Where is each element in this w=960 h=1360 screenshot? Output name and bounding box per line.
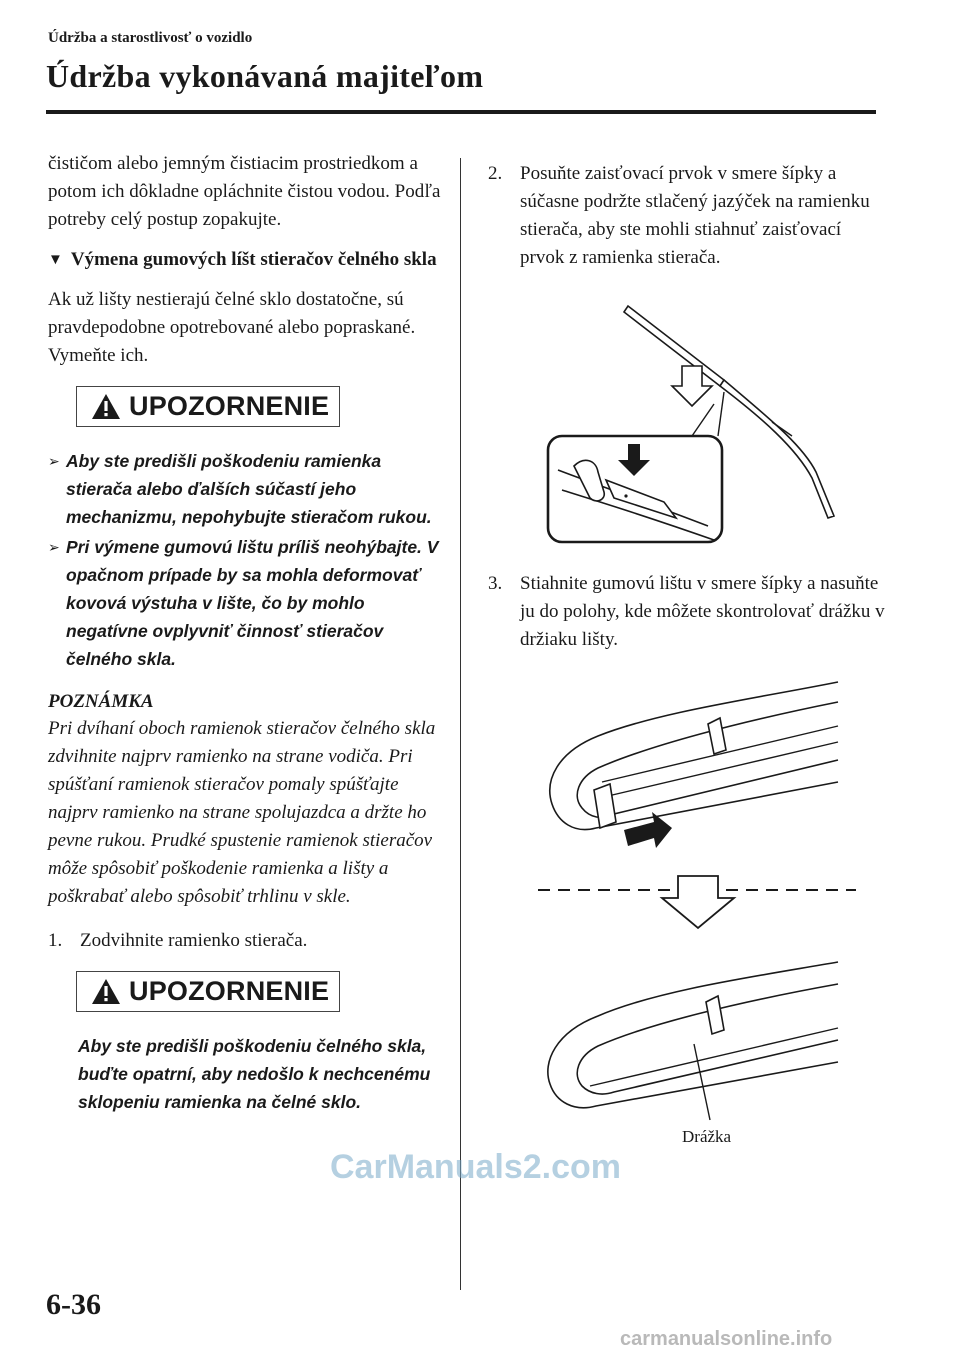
warning-list <box>48 447 443 673</box>
intro-paragraph: čističom alebo jemným čistiacim prostriedkom a potom ich dôkladne opláchnite čistou vodou. Podľa potreby celý postup zopakujte. <box>48 153 441 230</box>
wiper-blade-figure <box>538 672 868 1152</box>
step-number: 2. <box>488 163 503 184</box>
step-1 <box>48 927 443 955</box>
step-text: Posuňte zaisťovací prvok v smere šípky a súčasne podržte stlačený jazýček na ramienku stierača, aby ste mohli stiahnuť zaisťovací prvok z ramienka stierača. <box>520 163 870 268</box>
step-3 <box>488 570 888 654</box>
warning-text: Aby ste predišli poškodeniu čelného skla, buďte opatrní, aby nedošlo k nechcenému sklopeniu ramienka na čelné sklo. <box>78 1036 431 1112</box>
watermark: CarManuals2.com <box>330 1148 621 1186</box>
warning-item-text: Pri výmene gumovú lištu príliš neohýbajte. V opačnom prípade by sa mohla deformovať kovová výstuha v lište, čo by mohlo negatívne ovplyvniť činnosť stieračov čelného skla. <box>66 537 439 669</box>
note-title: POZNÁMKA <box>48 691 154 712</box>
note-text: Pri dvíhaní oboch ramienok stieračov čelného skla zdvihnite najprv ramienko na strane vodiča. Pri spúšťaní ramienok stieračov pomaly spúšťajte najprv ramienko na strane spolujazdca a držte ho pevne rukou. Prudké spustenie ramienok stieračov môže spôsobiť poškodenie ramienka a lišty a poškrabať alebo spôsobiť trhlinu v skle. <box>48 718 436 907</box>
warning-label: UPOZORNENIE <box>129 391 330 421</box>
column-divider <box>460 158 461 1290</box>
warning-item <box>48 447 443 531</box>
warning-item <box>48 533 443 673</box>
arrow-bullet-icon: ➢ <box>48 453 60 469</box>
right-column <box>488 150 888 1152</box>
step-text: Stiahnite gumovú lištu v smere šípky a nasuňte ju do polohy, kde môžete skontrolovať drážku v držiaku lišty. <box>520 573 885 650</box>
header-rule <box>46 110 876 114</box>
warning-icon <box>91 393 121 420</box>
warning-icon <box>91 978 121 1005</box>
body-paragraph: Ak už lišty nestierajú čelné sklo dostatočne, sú pravdepodobne opotrebované alebo popraskané. Vymeňte ich. <box>48 289 416 366</box>
triangle-bullet-icon: ▼ <box>48 252 63 268</box>
warning-box <box>76 386 340 427</box>
footer-site-mark: carmanualsonline.info <box>620 1328 833 1350</box>
page-title: Údržba vykonávaná majiteľom <box>46 58 484 94</box>
warning-label: UPOZORNENIE <box>129 976 330 1006</box>
step-text: Zodvihnite ramienko stierača. <box>80 930 308 951</box>
page-number: 6-36 <box>46 1288 101 1321</box>
section-heading-text: Výmena gumových líšt stieračov čelného skla <box>70 249 437 270</box>
section-heading <box>48 246 443 274</box>
left-column <box>48 150 443 1116</box>
warning-box <box>76 971 340 1012</box>
step-number: 1. <box>48 930 63 951</box>
wiper-arm-figure <box>544 294 844 544</box>
step-2 <box>488 160 888 272</box>
section-label: Údržba a starostlivosť o vozidlo <box>48 30 253 46</box>
warning-item-text: Aby ste predišli poškodeniu ramienka stierača alebo ďalších súčastí jeho mechanizmu, nepohybujte stieračom rukou. <box>66 451 432 527</box>
groove-label: Drážka <box>682 1127 732 1146</box>
step-number: 3. <box>488 573 503 594</box>
arrow-bullet-icon: ➢ <box>48 539 60 555</box>
